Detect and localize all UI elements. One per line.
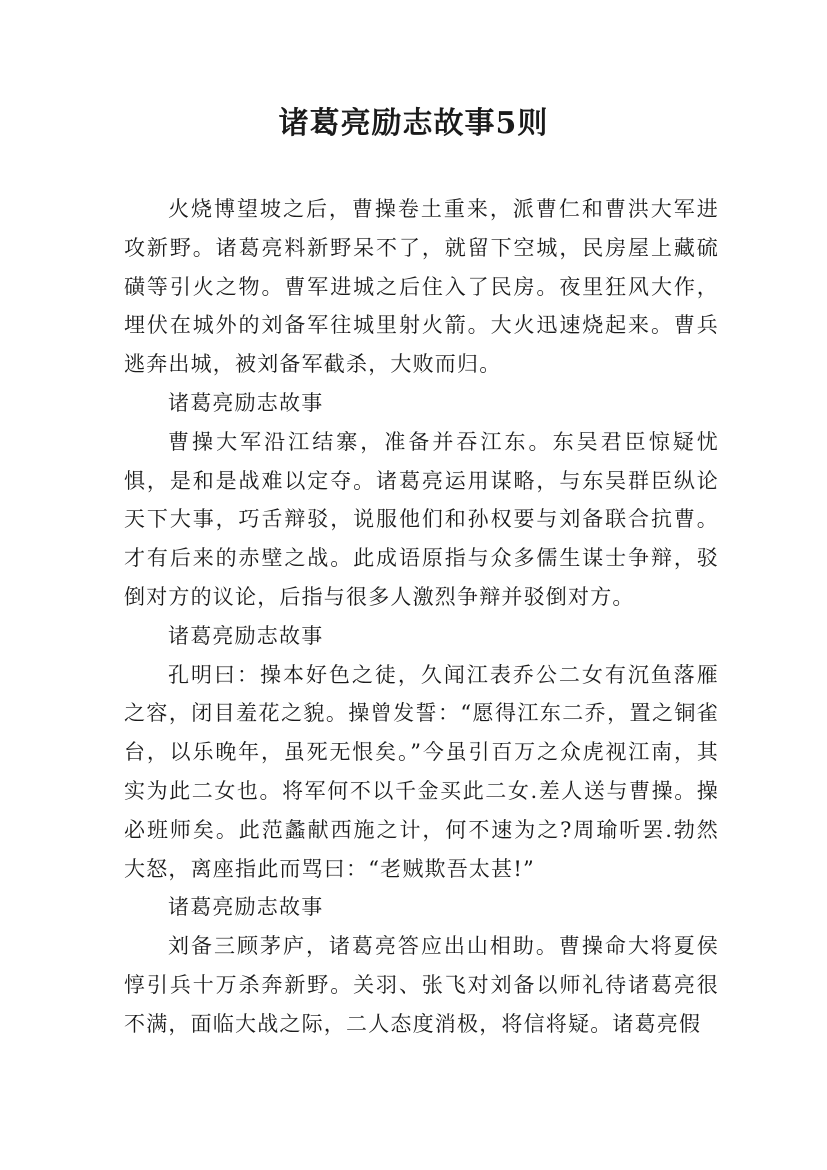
document-body <box>124 190 719 1044</box>
section-heading: 诸葛亮励志故事 <box>168 895 324 920</box>
document-title: 诸葛亮励志故事5则 <box>278 106 549 141</box>
paragraph: 孔明曰：操本好色之徒，久闻江表乔公二女有沉鱼落雁之容，闭目羞花之貌。操曾发誓：“愿得江东二乔，置之铜雀台，以乐晚年，虽死无恨矣。”今虽引百万之众虎视江南，其实为此二女也。将军何不以千金买此二女.差人送与曹操。操必班师矣。此范蠡献西施之计，何不速为之?周瑜听罢.勃然大怒，离座指此而骂曰：“老贼欺吾太甚!” <box>124 662 719 881</box>
section-heading: 诸葛亮励志故事 <box>168 623 324 648</box>
paragraph: 曹操大军沿江结寨，准备并吞江东。东吴君臣惊疑忧惧，是和是战难以定夺。诸葛亮运用谋略，与东吴群臣纵论天下大事，巧舌辩驳，说服他们和孙权要与刘备联合抗曹。才有后来的赤壁之战。此成语原指与众多儒生谋士争辩，驳倒对方的议论，后指与很多人激烈争辩并驳倒对方。 <box>124 429 719 609</box>
paragraph: 火烧博望坡之后，曹操卷土重来，派曹仁和曹洪大军进攻新野。诸葛亮料新野呆不了，就留下空城，民房屋上藏硫磺等引火之物。曹军进城之后住入了民房。夜里狂风大作，埋伏在城外的刘备军往城里射火箭。大火迅速烧起来。曹兵逃奔出城，被刘备军截杀，大败而归。 <box>124 197 719 377</box>
section-heading: 诸葛亮励志故事 <box>168 390 324 415</box>
paragraph: 刘备三顾茅庐，诸葛亮答应出山相助。曹操命大将夏侯惇引兵十万杀奔新野。关羽、张飞对刘备以师礼待诸葛亮很不满，面临大战之际，二人态度消极，将信将疑。诸葛亮假 <box>124 934 719 1036</box>
